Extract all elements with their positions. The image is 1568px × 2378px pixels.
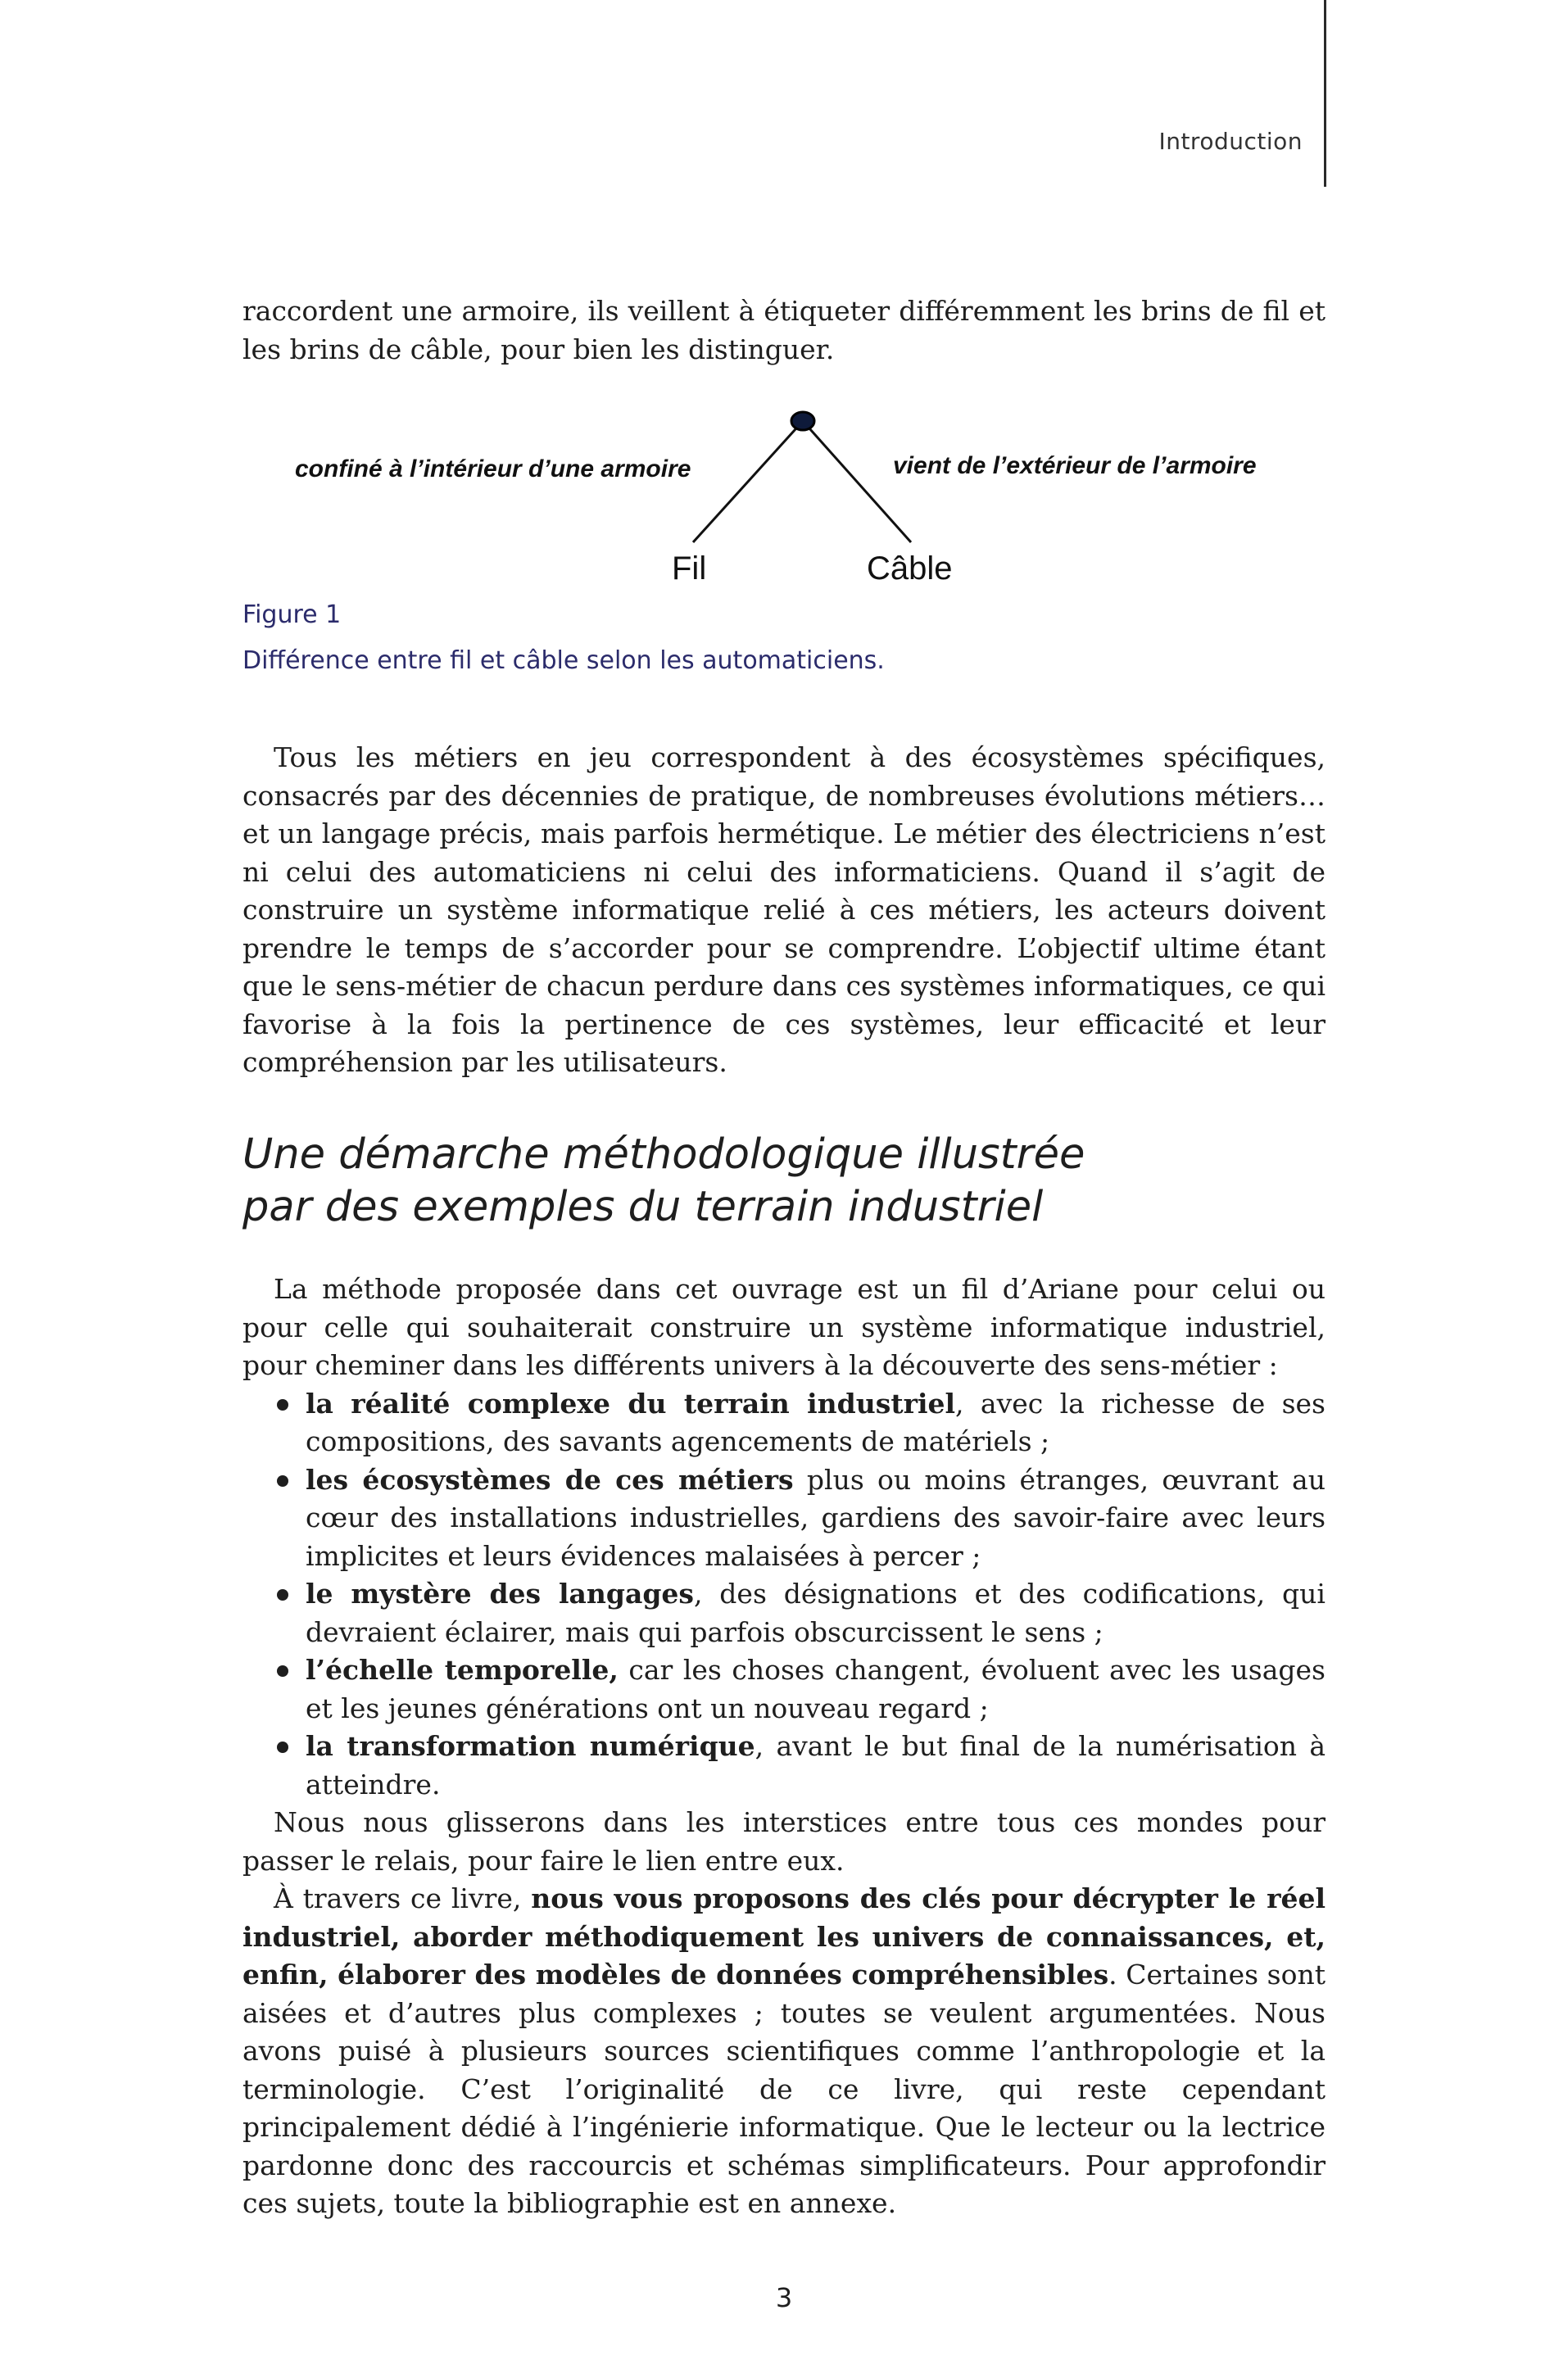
ecosystems-paragraph: Tous les métiers en jeu correspondent à des écosystèmes spécifiques, consacrés par des décennies de pratique, de nombreuses évolutions métiers… et un langage précis, mais parfois hermétique. Le métier des électriciens n’est ni celui des automaticiens ni celui des informaticiens. Quand il s’agit de construire un système informatique relié à ces métiers, les acteurs doivent prendre le temps de s’accorder pour se comprendre. L’objectif ultime étant que le sens-métier de chacun perdure dans ces systèmes informatiques, ce qui favorise à la fois la pertinence de ces systèmes, leur efficacité et leur compréhension par les utilisateurs. — [242, 741, 1326, 1078]
bullet-dot-icon — [277, 1665, 288, 1677]
bullet-item — [242, 1575, 1326, 1651]
fig-left-label: confiné à l’intérieur d’une armoire — [295, 455, 691, 482]
header-rule — [1324, 0, 1326, 187]
section-heading — [242, 1129, 1326, 1234]
bullet-text: plus ou moins étranges, œuvrant au cœur des installations industrielles, gardiens des savoir-faire avec leurs implicites et leurs évidences malaisées à percer ; — [306, 1463, 1326, 1572]
bullet-text: , avant le but final de la numérisation à atteindre. — [306, 1730, 1326, 1800]
bullet-dot-icon — [277, 1742, 288, 1753]
method-intro-paragraph: La méthode proposée dans cet ouvrage est un fil d’Ariane pour celui ou pour celle qui souhaiterait construire un système informatique industriel, pour cheminer dans les différents univers à la découverte des sens-métier : — [242, 1273, 1326, 1381]
section-heading-line-2: par des exemples du terrain industriel — [242, 1183, 1044, 1231]
book-paragraph-lead: À travers ce livre, — [274, 1882, 532, 1914]
tree-diagram-svg — [242, 401, 1326, 598]
intro-paragraph-block — [242, 292, 1326, 369]
bullet-text: car les choses changent, évoluent avec les usages et les jeunes générations ont un nouveau regard ; — [306, 1654, 1326, 1724]
book-paragraph-rest: . Certaines sont aisées et d’autres plus complexes ; toutes se veulent argumentées. Nous avons puisé à plusieurs sources scientifiques comme l’anthropologie et la terminologie. C’est l’originalité de ce livre, qui reste cependant principalement dédié à l’ingénierie informatique. Que le lecteur ou la lectrice pardonne donc des raccourcis et schémas simplificateurs. Pour approfondir ces sujets, toute la bibliographie est en annexe. — [242, 1959, 1326, 2219]
page-number: 3 — [775, 2282, 793, 2313]
tree-root-node — [791, 412, 814, 430]
bullet-dot-icon — [277, 1399, 288, 1411]
bullet-bold: la réalité complexe du terrain industriel — [306, 1387, 956, 1420]
running-head: Introduction — [1158, 128, 1303, 155]
bullet-bold: l’échelle temporelle, — [306, 1654, 619, 1686]
bullet-bold: la transformation numérique — [306, 1730, 755, 1762]
intro-paragraph: raccordent une armoire, ils veillent à étiqueter différemment les brins de fil et les brins de câble, pour bien les distinguer. — [242, 295, 1326, 365]
method-section-block — [242, 1271, 1326, 2223]
ecosystems-paragraph-block — [242, 739, 1326, 1082]
tree-branch-right — [803, 421, 911, 542]
bullet-item — [242, 1461, 1326, 1576]
book-paragraph-bold: nous vous proposons des clés pour décrypter le réel industriel, aborder méthodiquement les univers de connaissances, et, enfin, élaborer des modèles de données compréhensibles — [242, 1882, 1326, 1991]
book-paragraph — [242, 1880, 1326, 2223]
bullet-text: , avec la richesse de ses compositions, des savants agencements de matériels ; — [306, 1387, 1326, 1457]
fig-leaf-cable: Câble — [867, 550, 953, 587]
bullet-text: , des désignations et des codifications, qui devraient éclairer, mais qui parfois obscurcissent le sens ; — [306, 1578, 1326, 1648]
bullet-item — [242, 1728, 1326, 1804]
interstices-paragraph: Nous nous glisserons dans les interstices entre tous ces mondes pour passer le relais, pour faire le lien entre eux. — [242, 1806, 1326, 1877]
section-heading-line-1: Une démarche méthodologique illustrée — [242, 1130, 1085, 1179]
tree-branch-left — [693, 421, 803, 542]
fig-right-label: vient de l’extérieur de l’armoire — [893, 452, 1257, 479]
bullet-bold: les écosystèmes de ces métiers — [306, 1463, 794, 1496]
fig-leaf-fil: Fil — [672, 550, 707, 587]
bullet-item — [242, 1651, 1326, 1728]
figure-number: Figure 1 — [242, 600, 342, 629]
bullet-bold: le mystère des langages — [306, 1578, 694, 1610]
bullet-item — [242, 1385, 1326, 1461]
figure-caption: Différence entre fil et câble selon les automaticiens. — [242, 646, 885, 675]
bullet-dot-icon — [277, 1475, 288, 1487]
method-bullet-list — [242, 1385, 1326, 1805]
bullet-dot-icon — [277, 1589, 288, 1601]
